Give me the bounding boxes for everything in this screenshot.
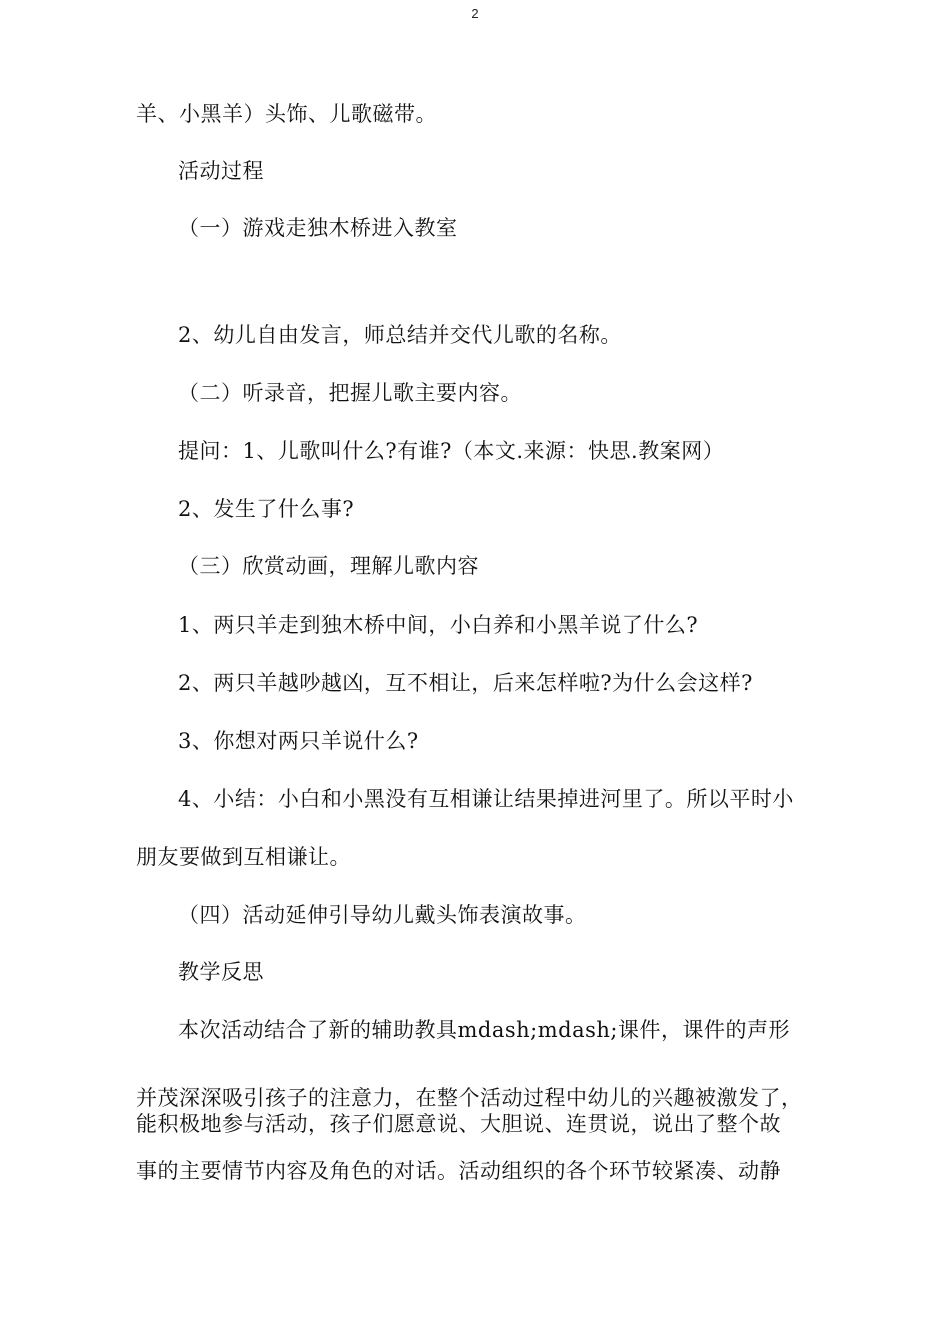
text-line: 事的主要情节内容及角色的对话。活动组织的各个环节较紧凑、动静 [136, 1159, 781, 1183]
text-line: 2、幼儿自由发言，师总结并交代儿歌的名称。 [178, 323, 622, 347]
text-line: 2、发生了什么事? [178, 497, 355, 521]
text-line: 本次活动结合了新的辅助教具mdash;mdash;课件，课件的声形 [178, 1018, 791, 1042]
text-line: 3、你想对两只羊说什么? [178, 729, 419, 753]
text-line: 提问：1、儿歌叫什么?有谁?（本文.来源：快思.教案网） [178, 439, 725, 463]
section-heading: 活动过程 [178, 159, 264, 183]
text-line: 并茂深深吸引孩子的注意力，在整个活动过程中幼儿的兴趣被激发了， [136, 1086, 803, 1110]
text-line: 1、两只羊走到独木桥中间，小白养和小黑羊说了什么? [178, 613, 699, 637]
text-line: （二）听录音，把握儿歌主要内容。 [178, 381, 522, 405]
text-line: （三）欣赏动画，理解儿歌内容 [178, 554, 479, 578]
text-line: 4、小结：小白和小黑没有互相谦让结果掉进河里了。所以平时小 [178, 787, 794, 811]
text-line: 能积极地参与活动，孩子们愿意说、大胆说、连贯说，说出了整个故 [136, 1112, 781, 1136]
section-heading: 教学反思 [178, 960, 264, 984]
page-number: 2 [471, 6, 479, 21]
text-line: （四）活动延伸引导幼儿戴头饰表演故事。 [178, 903, 587, 927]
text-line: 朋友要做到互相谦让。 [136, 845, 351, 869]
text-line: （一）游戏走独木桥进入教室 [178, 216, 458, 240]
text-line: 羊、小黑羊）头饰、儿歌磁带。 [136, 102, 437, 126]
text-line: 2、两只羊越吵越凶，互不相让，后来怎样啦?为什么会这样? [178, 671, 753, 695]
